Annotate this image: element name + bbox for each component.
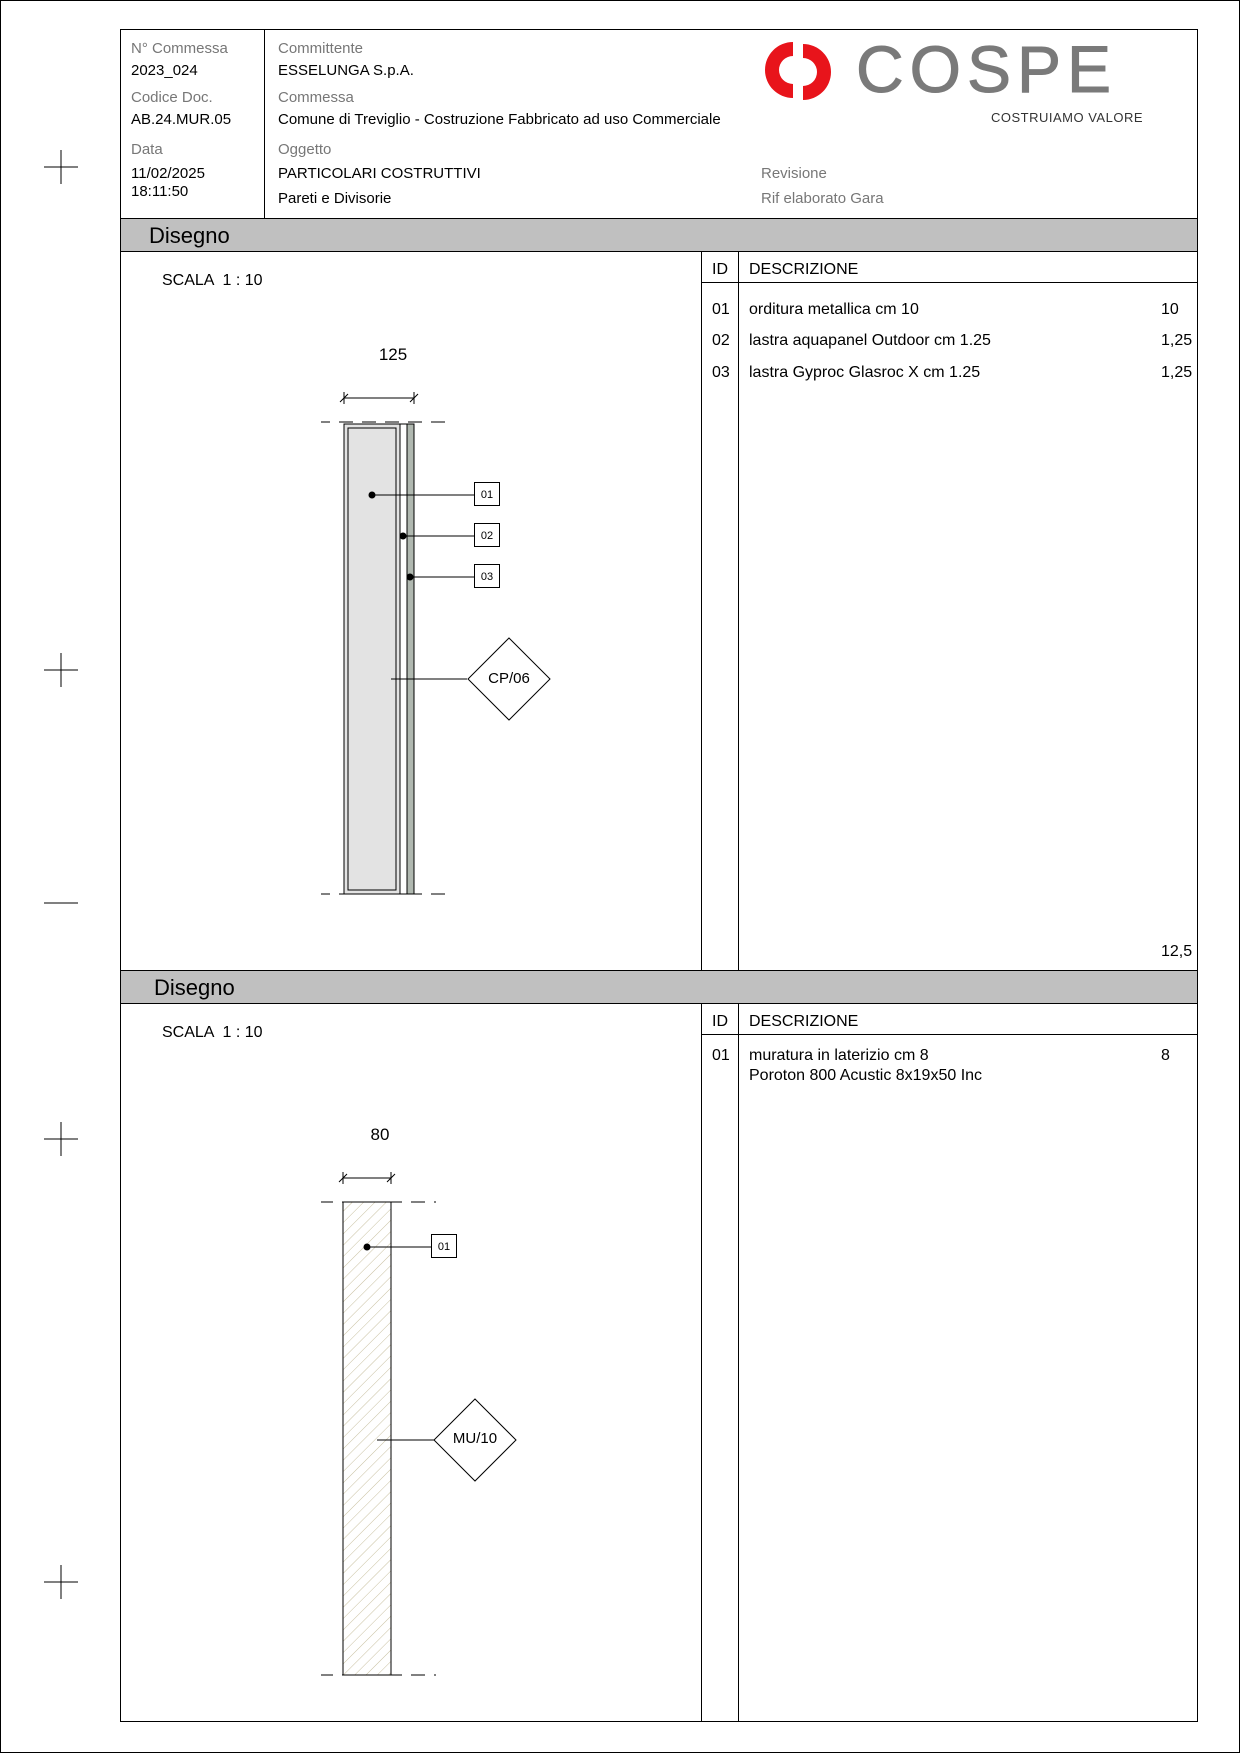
row-id: 03 [712, 364, 730, 381]
table-head-desc: DESCRIZIONE [749, 261, 859, 278]
scale-label: SCALA 1 : 10 [162, 272, 263, 289]
title-block-divider [264, 30, 265, 218]
drawing-sheet [120, 29, 1198, 1722]
section2-band [121, 970, 1197, 1004]
callout-03: 03 [474, 564, 500, 588]
section-tag: CP/06 [488, 670, 530, 687]
row-desc-2: Poroton 800 Acustic 8x19x50 Inc [749, 1067, 983, 1084]
total-value: 12,5 [1161, 943, 1193, 960]
registration-mark [44, 1122, 78, 1156]
dimension-label: 125 [378, 345, 408, 364]
table-header-line [701, 1034, 1197, 1035]
data-time: 18:11:50 [131, 183, 189, 200]
wall-section-drawing [321, 340, 701, 900]
dimension-label: 80 [370, 1125, 390, 1144]
revisione-label: Revisione [761, 165, 827, 182]
row-desc: lastra aquapanel Outdoor cm 1.25 [749, 332, 991, 349]
commessa-label: Commessa [278, 89, 354, 106]
section1-band [121, 218, 1197, 252]
section2-title: Disegno [154, 975, 235, 1000]
row-id: 02 [712, 332, 730, 349]
fold-mark [44, 886, 78, 920]
commessa-no: 2023_024 [131, 62, 198, 79]
data-date: 11/02/2025 [131, 165, 205, 182]
table-head-desc: DESCRIZIONE [749, 1013, 859, 1030]
row-desc: muratura in laterizio cm 8 [749, 1047, 929, 1064]
table-divider [701, 252, 702, 1000]
committente-value: ESSELUNGA S.p.A. [278, 62, 414, 79]
row-id: 01 [712, 1047, 730, 1064]
rif-label: Rif elaborato Gara [761, 190, 884, 207]
row-value: 10 [1161, 301, 1179, 318]
registration-mark [44, 653, 78, 687]
section1-title: Disegno [149, 223, 230, 248]
callout-01: 01 [431, 1234, 457, 1258]
table-header-line [701, 282, 1197, 283]
row-id: 01 [712, 301, 730, 318]
section-tag: MU/10 [452, 1430, 498, 1447]
scale-label: SCALA 1 : 10 [162, 1024, 263, 1041]
commessa-no-label: N° Commessa [131, 40, 228, 57]
cospe-logo-text: COSPE [856, 32, 1118, 106]
row-value: 1,25 [1161, 332, 1193, 349]
table-head-id: ID [712, 261, 728, 278]
row-value: 1,25 [1161, 364, 1193, 381]
oggetto-line2: Pareti e Divisorie [278, 190, 392, 207]
masonry-section-drawing [321, 1120, 701, 1690]
data-label: Data [131, 141, 163, 158]
logo-tagline: COSTRUIAMO VALORE [991, 110, 1144, 125]
registration-mark [44, 150, 78, 184]
table-divider [738, 252, 739, 1000]
committente-label: Committente [278, 40, 364, 57]
row-desc: lastra Gyproc Glasroc X cm 1.25 [749, 364, 981, 381]
table-divider [701, 1004, 702, 1722]
callout-01: 01 [474, 482, 500, 506]
oggetto-line1: PARTICOLARI COSTRUTTIVI [278, 165, 481, 182]
callout-02: 02 [474, 523, 500, 547]
row-value: 8 [1161, 1047, 1170, 1064]
row-desc: orditura metallica cm 10 [749, 301, 919, 318]
codice-label: Codice Doc. [131, 89, 213, 106]
table-head-id: ID [712, 1013, 728, 1030]
commessa-value: Comune di Treviglio - Costruzione Fabbricato ad uso Commerciale [278, 111, 721, 128]
registration-mark [44, 1565, 78, 1599]
oggetto-label: Oggetto [278, 141, 332, 158]
table-divider [738, 1004, 739, 1722]
codice-value: AB.24.MUR.05 [131, 111, 232, 128]
cospe-logo-mark [753, 36, 843, 106]
